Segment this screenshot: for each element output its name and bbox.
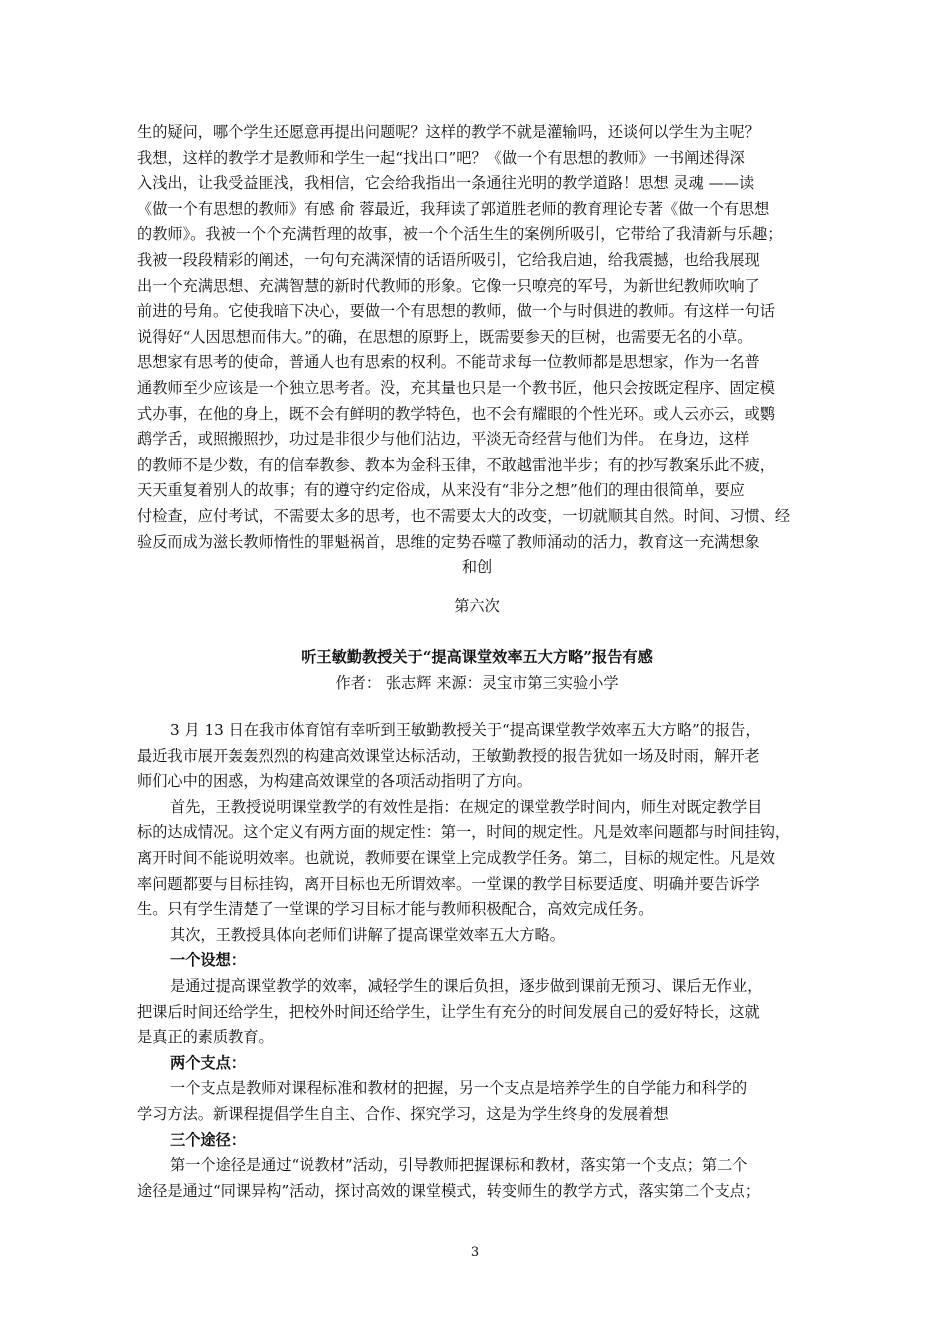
intro-paragraph — [137, 120, 817, 555]
text-line: 是通过提高课堂教学的效率，减轻学生的课后负担，逐步做到课前无预习、课后无作业， — [170, 976, 763, 995]
text-line: 生的疑问，哪个学生还愿意再提出问题呢？这样的教学不就是灌输吗，还谈何以学生为主呢？ — [137, 123, 760, 141]
text-line: 的教师不是少数，有的信奉教参、教本为金科玉律，不敢越雷池半步；有的抄写教案乐此不疲， — [137, 455, 775, 474]
text-line: 一个支点是教师对课程标准和教材的把握，另一个支点是培养学生的自学能力和科学的 — [170, 1079, 748, 1098]
text-line: 付检查，应付考试，不需要太多的思考，也不需要太大的改变，一切就顺其自然。时间、习惯、经 — [137, 506, 791, 525]
text-line: 天天重复着别人的故事；有的遵守约定俗成，从来没有“非分之想”他们的理由很简单，要应 — [137, 481, 745, 500]
text-line: 率问题都要与目标挂钩，离开目标也无所谓效率。一堂课的教学目标要适度、明确并要告诉学 — [137, 874, 760, 893]
intro-tail-line: 和创 — [461, 558, 493, 576]
text-line: 出一个充满思想、充满智慧的新时代教师的形象。它像一只嘹亮的军号，为新世纪教师吹响了 — [137, 276, 760, 295]
section-subheading — [137, 1051, 817, 1077]
text-line: 其次，王教授具体向老师们讲解了提高课堂效率五大方略。 — [170, 925, 565, 944]
paragraph — [137, 923, 817, 949]
section-subheading — [137, 948, 817, 974]
section-heading: 第六次 — [454, 597, 500, 615]
page-number: 3 — [470, 1245, 480, 1260]
paragraph — [137, 718, 817, 795]
section-subheading — [137, 1128, 817, 1154]
subheading-text: 一个设想： — [170, 951, 246, 970]
text-line: 我被一段段精彩的阐述，一句句充满深情的话语所吸引，它给我启迪，给我震撼，也给我展现 — [137, 250, 760, 269]
text-line: 把课后时间还给学生，把校外时间还给学生，让学生有充分的时间发展自己的爱好特长，这就 — [137, 1002, 760, 1021]
text-line: 离开时间不能说明效率。也就说，教师要在课堂上完成教学任务。第二，目标的规定性。凡是效 — [137, 848, 775, 867]
subheading-text: 三个途径： — [170, 1130, 246, 1149]
text-line: 途径是通过“同课异构”活动，探讨高效的课堂模式，转变师生的教学方式，落实第二个支点； — [137, 1181, 761, 1200]
text-line: 学习方法。新课程提倡学生自主、合作、探究学习，这是为学生终身的发展着想 — [137, 1104, 669, 1123]
text-line: 我想，这样的教学才是教师和学生一起“找出口”吧？《做一个有思想的教师》一书阐述得深 — [137, 148, 745, 167]
text-line: 通教师至少应该是一个独立思考者。没，充其量也只是一个教书匠，他只会按既定程序、固定模 — [137, 378, 775, 397]
text-line: 是真正的素质教育。 — [137, 1028, 274, 1047]
text-line: 首先，王教授说明课堂教学的有效性是指：在规定的课堂教学时间内，师生对既定教学目 — [170, 797, 763, 816]
text-line: 标的达成情况。这个定义有两方面的规定性：第一，时间的规定性。凡是效率问题都与时间挂钩， — [137, 823, 791, 842]
text-line: 说得好“人因思想而伟大。”的确，在思想的原野上，既需要参天的巨树，也需要无名的小草。 — [137, 327, 753, 346]
text-line: 师们心中的困惑，为构建高效课堂的各项活动指明了方向。 — [137, 772, 532, 791]
paragraph — [137, 795, 817, 923]
byline: 作者： 张志辉 来源：灵宝市第三实验小学 — [335, 674, 619, 692]
subheading-text: 两个支点： — [170, 1053, 246, 1072]
paragraph — [137, 1153, 817, 1204]
text-line: 式办事，在他的身上，既不会有鲜明的教学特色，也不会有耀眼的个性光环。或人云亦云，或鹦 — [137, 404, 775, 423]
text-line: 《做一个有思想的教师》有感 俞 蓉最近，我拜读了郭道胜老师的教育理论专著《做一个有思想 — [137, 199, 770, 218]
text-line: 生。只有学生清楚了一堂课的学习目标才能与教师积极配合，高效完成任务。 — [137, 900, 654, 919]
text-line: 验反而成为滋长教师惰性的罪魁祸首，思维的定势吞噬了教师涌动的活力，教育这一充满想象 — [137, 532, 760, 551]
text-line: 第一个途径是通过“说教材”活动，引导教师把握课标和教材，落实第一个支点；第二个 — [170, 1156, 748, 1175]
text-line: 鹉学舌，或照搬照抄，功过是非很少与他们沾边，平淡无奇经营与他们为伴。 在身边，这样 — [137, 430, 750, 449]
article-title: 听王敏勤教授关于“提高课堂效率五大方略”报告有感 — [301, 648, 653, 666]
text-line: 最近我市展开轰轰烈烈的构建高效课堂达标活动，王敏勤教授的报告犹如一场及时雨，解开老 — [137, 746, 760, 765]
text-line: 3 月 13 日在我市体育馆有幸听到王敏勤教授关于“提高课堂教学效率五大方略”的报告， — [170, 721, 761, 739]
text-line: 思想家有思考的使命，普通人也有思索的权利。不能苛求每一位教师都是思想家，作为一名普 — [137, 353, 760, 372]
text-line: 的教师》。我被一个个充满哲理的故事，被一个个活生生的案例所吸引，它带给了我清新与乐趣； — [137, 225, 783, 244]
text-line: 入浅出，让我受益匪浅，我相信，它会给我指出一条通往光明的教学道路！思想 灵魂 ——读 — [137, 174, 755, 193]
text-line: 前进的号角。它使我暗下决心，要做一个有思想的教师，做一个与时俱进的教师。有这样一句话 — [137, 302, 775, 321]
paragraph — [137, 974, 817, 1051]
paragraph — [137, 1076, 817, 1127]
article-body — [137, 718, 817, 1204]
